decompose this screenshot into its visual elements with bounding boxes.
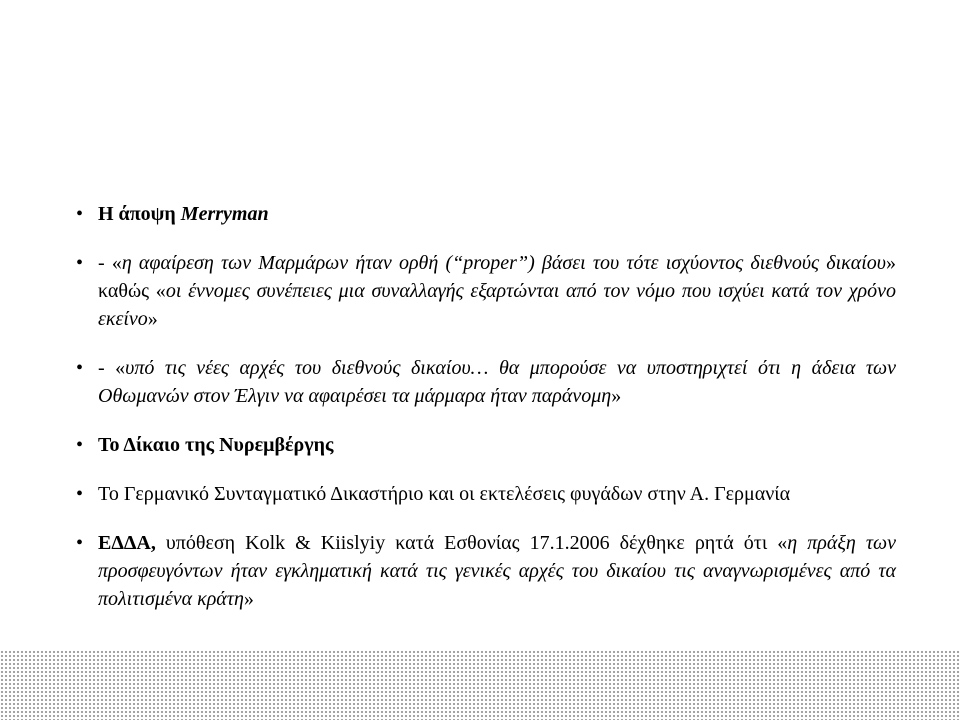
bullet-german-court (76, 480, 896, 508)
bullet-merryman-heading (76, 200, 896, 228)
bullet-text-part: η πράξη των προσφευγόντων ήταν εγκληματική κατά τις γενικές αρχές του δικαίου τις αναγνωρισμένες από τα πολιτισμένα κράτη (98, 532, 896, 610)
bullet-text-part: Merryman (180, 203, 269, 225)
bullet-dot-icon: • (76, 434, 84, 456)
bullet-text-part: Το Δίκαιο της Νυρεμβέργης (98, 434, 334, 456)
bullet-text-part: » (147, 308, 158, 330)
bullet-dot-icon: • (76, 203, 84, 225)
slide-bullet-list (76, 200, 896, 634)
bullet-text-part: υπό τις νέες αρχές του διεθνούς δικαίου… θα μπορούσε να υποστηριχτεί ότι η άδεια των Οθωμανών στον Έλγιν να αφαιρέσει τα μάρμαρα ήταν παράνομη (98, 357, 896, 407)
bullet-text-part: οι έννομες συνέπειες μια συναλλαγής εξαρτώνται από τον νόμο που ισχύει κατά τον χρόνο εκείνο (98, 280, 896, 330)
bullet-text-part: » (611, 385, 622, 407)
bullet-nuremberg-heading (76, 431, 896, 459)
bullet-text-part: υπόθεση Kolk & Kiislyiy κατά Εσθονίας 17.1.2006 δέχθηκε ρητά ότι « (155, 532, 788, 554)
bullet-dot-icon: • (76, 532, 84, 554)
bullet-merryman-quote-1 (76, 249, 896, 333)
bullet-merryman-quote-2 (76, 354, 896, 410)
bullet-text-part: η αφαίρεση των Μαρμάρων ήταν ορθή (“proper”) βάσει του τότε ισχύοντος διεθνούς δικαίου (121, 252, 886, 274)
bullet-dot-icon: • (76, 252, 84, 274)
dotted-footer-band (0, 650, 960, 720)
bullet-text-part: - « (98, 357, 126, 379)
bullet-text-part: - « (98, 252, 122, 274)
bullet-text-part: » καθώς « (98, 252, 896, 302)
bullet-echr-case (76, 529, 896, 613)
bullet-dot-icon: • (76, 357, 84, 379)
bullet-text-part: ΕΔΔΑ, (98, 532, 156, 554)
bullet-text-part: Η άποψη (98, 203, 181, 225)
bullet-dot-icon: • (76, 483, 84, 505)
bullet-text-part: » (243, 588, 254, 610)
bullet-text-part: Το Γερμανικό Συνταγματικό Δικαστήριο και οι εκτελέσεις φυγάδων στην Α. Γερμανία (98, 483, 791, 505)
